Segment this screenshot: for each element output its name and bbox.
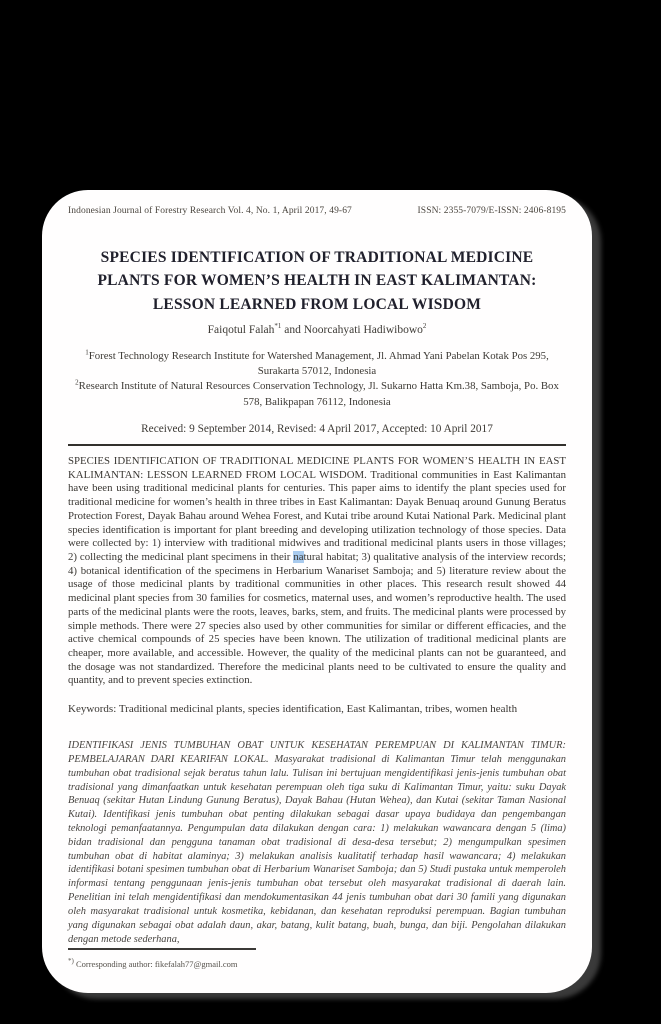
journal-header: [68, 206, 566, 216]
paper-title: SPECIES IDENTIFICATION OF TRADITIONAL MEDICINE PLANTS FOR WOMEN’S HEALTH IN EAST KALIMANTAN: LESSON LEARNED FROM LOCAL WISDOM: [97, 249, 537, 313]
affiliation-2-superscript: 2: [75, 378, 79, 387]
dates-line: Received: 9 September 2014, Revised: 4 April 2017, Accepted: 10 April 2017: [141, 423, 493, 436]
header-separator-rule: [68, 444, 566, 446]
abstract-english-body-post: tural habitat; 3) qualitative analysis of the interview records; 4) botanical identification of the specimens in Herbarium Wanariset Samboja; and 5) literature review about the usage of those medicinal plants by traditional communities in other places. This research result showed 44 medicinal plant species from 30 families for cosmetics, maternal uses, and women’s reproductive health. The used parts of the medicinal plants were the roots, leaves, barks, stem, and fruits. The medicinal plants were processed by simple methods. There were 27 species also used by other communities for similar or different efficacies, and the active chemical compounds of 25 species have been known. The utilization of traditional medicinal plants are cheaper, more available, and accessible. However, the quality of the medicinal plants can not be guaranteed, and the dosage was not standardized. Therefore the medicinal plants need to be cultivated to ensure the quality and quantity, and to prevent species extinction.: [68, 550, 566, 687]
footnote-separator-rule: [68, 948, 256, 950]
abstract-english-body-pre: Traditional communities in East Kalimantan have been using traditional medicinal plants for centuries. This paper aims to identify the plant species used for traditional medicine for women’s health in three tribes in East Kalimantan: Dayak Benuaq around Gunung Beratus Protection Forest, Dayak Bahau around Wehea Forest, and Kutai tribe around Kutai National Park. Medicinal plant species identification is important for plant breeding and developing utilization technology of those species. Data were collected by: 1) interview with traditional midwives and traditional medicinal plants users in those villages; 2) collecting the medicinal plant specimens in their: [68, 468, 566, 563]
author-1-superscript: *1: [274, 321, 282, 330]
abstract-indonesian: [68, 739, 566, 946]
authors-line: [68, 321, 566, 336]
paper-page-card: [42, 190, 592, 993]
journal-volume-line: Indonesian Journal of Forestry Research Vol. 4, No. 1, April 2017, 49-67: [68, 206, 352, 216]
author-2-superscript: 2: [422, 321, 427, 330]
abstract-english: [68, 455, 566, 688]
authors-separator: and: [281, 323, 304, 336]
affiliation-1-text: Forest Technology Research Institute for Watershed Management, Jl. Ahmad Yani Pabelan Kotak Pos 295, Surakarta 57012, Indonesia: [88, 349, 549, 378]
affiliations-block: [68, 349, 566, 410]
footnote-text: Corresponding author: fikefalah77@gmail.com: [73, 959, 238, 969]
corresponding-author-footnote: [68, 959, 566, 969]
footnote-block: [68, 948, 566, 969]
author-2: Noorcahyati Hadiwibowo: [303, 323, 423, 336]
text-selection-highlight: na: [293, 550, 304, 563]
affiliation-2: [68, 379, 566, 410]
abstract-english-lead: SPECIES IDENTIFICATION OF TRADITIONAL MEDICINE PLANTS FOR WOMEN’S HEALTH IN EAST KALIMANTAN: LESSON LEARNED FROM LOCAL WISDOM.: [68, 455, 566, 481]
keywords-line: Keywords: Traditional medicinal plants, species identification, East Kalimantan, tribes, women health: [68, 703, 518, 716]
abstract-indonesian-body: Masyarakat tradisional di Kalimantan Timur telah menggunakan tumbuhan obat tradisional sejak beratus tahun lalu. Tulisan ini bertujuan mengidentifikasi jenis-jenis tumbuhan obat tradisional yang dimanfaatkan untuk kesehatan perempuan oleh tiga suku di Kalimantan Timur, yaitu: suku Dayak Benuaq (sekitar Hutan Lindung Gunung Beratus), Dayak Bahau (Hutan Wehea), dan Kutai (sekitar Taman Nasional Kutai). Identifikasi jenis tumbuhan obat penting dilakukan sebagai dasar upaya budidaya dan pengembangan teknologi pemanfaatannya. Pengumpulan data dilakukan dengan cara: 1) melakukan wawancara dengan 5 (lima) bidan tradisional dan pengguna tanaman obat tradisional di desa-desa tersebut; 2) mengumpulkan spesimen tumbuhan obat di habitat alaminya; 3) melakukan analisis kualitatif terhadap hasil wawancara; 4) melakukan identifikasi botani spesimen tumbuhan obat di Herbarium Wanariset Samboja; dan 5) Studi pustaka untuk memperoleh informasi tentang penggunaan jenis-jenis tumbuhan obat tersebut oleh masyarakat tradisional di daerah lain. Penelitian ini telah mengidentifikasi dan mendokumentasikan 44 jenis tumbuhan obat dari 30 famili yang digunakan oleh masyarakat tradisional untuk kosmetika, kebidanan, dan kesehatan reproduksi perempuan. Bagian tumbuhan yang digunakan sebagai obat adalah daun, akar, batang, kulit batang, buah, bunga, dan biji. Pengolahan dilakukan dengan metode sederhana,: [68, 753, 566, 945]
author-1: Faiqotul Falah: [207, 323, 275, 336]
affiliation-2-text: Research Institute of Natural Resources Conservation Technology, Jl. Sukarno Hatta Km.38, Samboja, Po. Box 578, Balikpapan 76112, Indonesia: [78, 380, 559, 408]
affiliation-1: [68, 349, 566, 380]
issn-line: ISSN: 2355-7079/E-ISSN: 2406-8195: [417, 206, 566, 216]
abstract-indonesian-lead: IDENTIFIKASI JENIS TUMBUHAN OBAT UNTUK KESEHATAN PEREMPUAN DI KALIMANTAN TIMUR: PEMBELAJARAN DARI KEARIFAN LOKAL.: [68, 740, 566, 765]
affiliation-1-superscript: 1: [85, 348, 89, 357]
footnote-marker: *): [68, 957, 74, 966]
